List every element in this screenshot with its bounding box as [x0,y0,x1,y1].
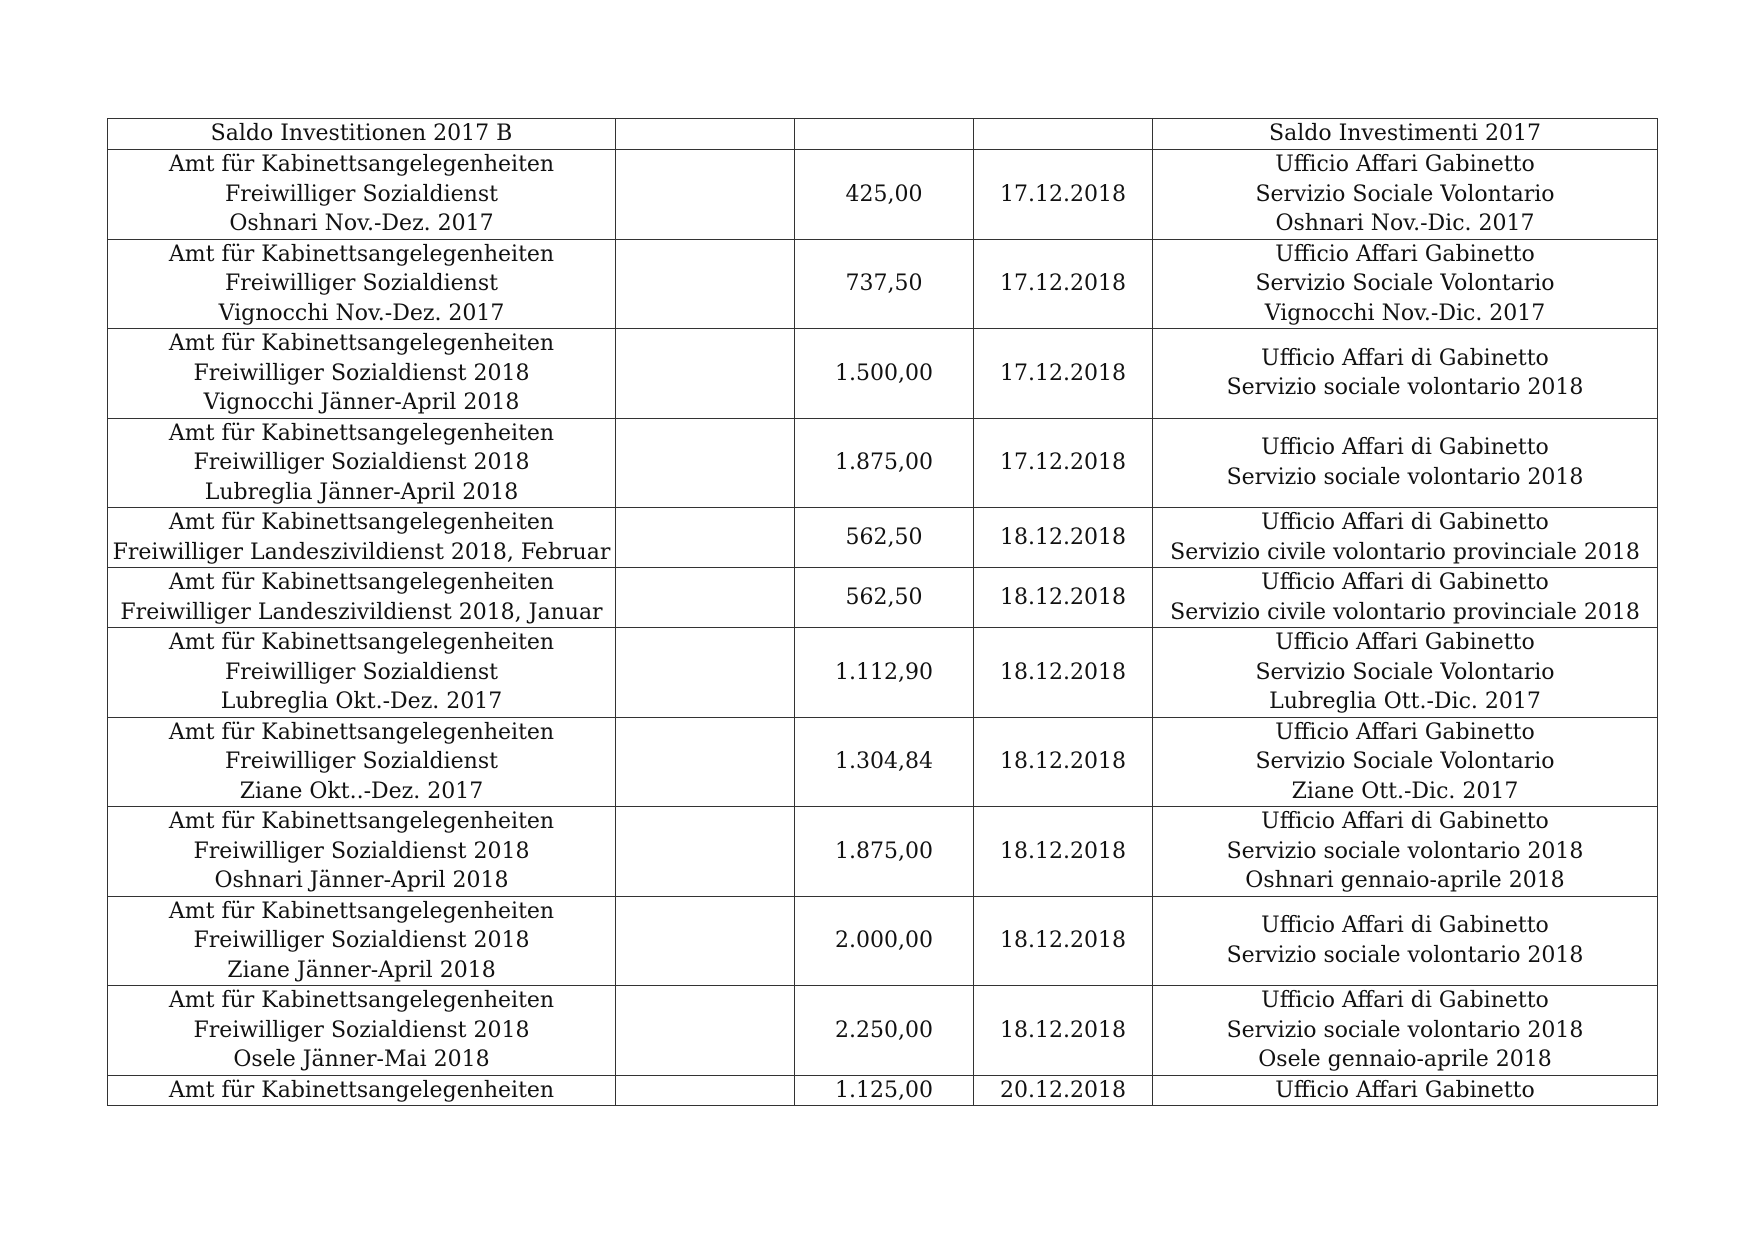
german-text-line: Amt für Kabinettsangelegenheiten [168,809,555,834]
german-description-cell [108,717,616,807]
german-description-cell [108,508,616,568]
table-row [108,896,1658,986]
date-cell: 18.12.2018 [974,807,1153,897]
amount-cell: 562,50 [795,568,974,628]
german-text-line: Freiwilliger Sozialdienst [225,271,498,296]
italian-text-line: Servizio sociale volontario 2018 [1226,1017,1584,1043]
german-text-line: Oshnari Jänner-April 2018 [214,868,509,893]
header-empty-cell [616,119,795,150]
german-description-cell [108,150,616,240]
amount-cell: 2.000,00 [795,896,974,986]
german-text-line: Ziane Jänner-April 2018 [227,957,496,983]
german-description-cell [108,418,616,508]
german-description-cell [108,986,616,1076]
table-row [108,986,1658,1076]
german-description-cell [108,329,616,419]
date-cell: 20.12.2018 [974,1075,1153,1106]
german-text-line: Vignocchi Jänner-April 2018 [203,390,520,415]
german-text-line: Ziane Okt..-Dez. 2017 [239,778,484,804]
german-text-line: Freiwilliger Sozialdienst 2018 [193,450,530,475]
german-text-line: Osele Jänner-Mai 2018 [233,1047,490,1072]
table-row [108,1075,1658,1106]
italian-description-cell [1153,986,1658,1076]
italian-description-cell [1153,896,1658,986]
italian-text-line: Servizio civile volontario provinciale 2018 [1170,539,1640,565]
german-text-line: Freiwilliger Sozialdienst [225,749,498,774]
italian-text-line: Servizio Sociale Volontario [1255,181,1555,207]
german-text-line: Lubreglia Okt.-Dez. 2017 [220,689,503,714]
date-cell: 18.12.2018 [974,896,1153,986]
italian-text-line: Servizio civile volontario provinciale 2018 [1170,599,1640,625]
german-text-line: Amt für Kabinettsangelegenheiten [168,570,555,595]
empty-cell [616,239,795,329]
german-description-cell [108,1075,616,1106]
table-row [108,239,1658,329]
german-text-line: Freiwilliger Sozialdienst 2018 [193,838,530,864]
empty-cell [616,508,795,568]
italian-description-cell [1153,1075,1658,1106]
italian-text-line: Ufficio Affari di Gabinetto [1261,913,1549,939]
german-text-line: Freiwilliger Sozialdienst 2018 [193,928,530,953]
german-text-line: Amt für Kabinettsangelegenheiten [168,241,555,267]
italian-text-line: Oshnari gennaio-aprile 2018 [1245,868,1565,893]
date-cell: 18.12.2018 [974,986,1153,1076]
date-cell: 17.12.2018 [974,329,1153,419]
german-text-line: Amt für Kabinettsangelegenheiten [168,719,555,745]
italian-text-line: Vignocchi Nov.-Dic. 2017 [1264,300,1546,326]
italian-text-line: Servizio Sociale Volontario [1255,749,1555,774]
german-description-cell [108,807,616,897]
header-empty-cell [974,119,1153,150]
empty-cell [616,628,795,718]
german-text-line: Freiwilliger Sozialdienst 2018 [193,360,530,386]
german-text-line: Amt für Kabinettsangelegenheiten [168,420,555,446]
amount-cell: 1.125,00 [795,1075,974,1106]
empty-cell [616,568,795,628]
italian-text-line: Ufficio Affari di Gabinetto [1261,345,1549,371]
german-description-cell [108,896,616,986]
investment-balance-table [107,118,1658,1106]
amount-cell: 2.250,00 [795,986,974,1076]
german-text-line: Amt für Kabinettsangelegenheiten [168,510,555,535]
table-row [108,508,1658,568]
german-description-cell [108,628,616,718]
german-text-line: Amt für Kabinettsangelegenheiten [168,331,555,356]
italian-text-line: Ufficio Affari Gabinetto [1275,152,1535,177]
date-cell: 17.12.2018 [974,418,1153,508]
italian-description-cell [1153,717,1658,807]
italian-text-line: Servizio Sociale Volontario [1255,659,1555,685]
empty-cell [616,986,795,1076]
italian-description-cell [1153,329,1658,419]
italian-description-cell [1153,239,1658,329]
header-italian-title: Saldo Investimenti 2017 [1153,119,1658,150]
table-row [108,628,1658,718]
italian-text-line: Ufficio Affari di Gabinetto [1261,570,1549,595]
table-row [108,329,1658,419]
italian-text-line: Ufficio Affari di Gabinetto [1261,988,1549,1013]
italian-description-cell [1153,628,1658,718]
amount-cell: 1.875,00 [795,807,974,897]
german-description-cell [108,568,616,628]
header-german-title: Saldo Investitionen 2017 B [108,119,616,150]
amount-cell: 1.500,00 [795,329,974,419]
italian-description-cell [1153,568,1658,628]
empty-cell [616,1075,795,1106]
amount-cell: 1.112,90 [795,628,974,718]
table-row [108,150,1658,240]
table-header-row [108,119,1658,150]
empty-cell [616,896,795,986]
italian-text-line: Servizio sociale volontario 2018 [1226,838,1584,864]
table-row [108,807,1658,897]
italian-text-line: Lubreglia Ott.-Dic. 2017 [1269,689,1541,714]
italian-text-line: Ufficio Affari Gabinetto [1275,630,1535,655]
german-text-line: Freiwilliger Landeszivildienst 2018, Februar [112,539,611,565]
italian-text-line: Servizio Sociale Volontario [1255,271,1555,296]
empty-cell [616,418,795,508]
italian-description-cell [1153,807,1658,897]
italian-text-line: Ufficio Affari di Gabinetto [1261,510,1549,535]
german-text-line: Freiwilliger Sozialdienst 2018 [193,1017,530,1043]
german-text-line: Freiwilliger Sozialdienst [225,181,498,207]
amount-cell: 562,50 [795,508,974,568]
german-text-line: Amt für Kabinettsangelegenheiten [168,152,555,177]
amount-cell: 1.875,00 [795,418,974,508]
date-cell: 18.12.2018 [974,508,1153,568]
italian-text-line: Ziane Ott.-Dic. 2017 [1291,778,1519,804]
date-cell: 18.12.2018 [974,628,1153,718]
italian-description-cell [1153,150,1658,240]
amount-cell: 425,00 [795,150,974,240]
italian-text-line: Oshnari Nov.-Dic. 2017 [1275,211,1535,236]
empty-cell [616,807,795,897]
italian-text-line: Ufficio Affari Gabinetto [1275,241,1535,267]
german-text-line: Amt für Kabinettsangelegenheiten [168,988,555,1013]
date-cell: 18.12.2018 [974,717,1153,807]
empty-cell [616,329,795,419]
date-cell: 18.12.2018 [974,568,1153,628]
german-description-cell [108,239,616,329]
german-text-line: Freiwilliger Sozialdienst [225,659,498,685]
italian-text-line: Ufficio Affari Gabinetto [1275,1077,1535,1103]
date-cell: 17.12.2018 [974,239,1153,329]
italian-text-line: Osele gennaio-aprile 2018 [1258,1047,1552,1072]
german-text-line: Vignocchi Nov.-Dez. 2017 [218,300,505,326]
italian-description-cell [1153,418,1658,508]
german-text-line: Amt für Kabinettsangelegenheiten [168,630,555,655]
italian-text-line: Ufficio Affari di Gabinetto [1261,435,1549,461]
amount-cell: 1.304,84 [795,717,974,807]
header-empty-cell [795,119,974,150]
amount-cell: 737,50 [795,239,974,329]
italian-text-line: Servizio sociale volontario 2018 [1226,942,1584,968]
empty-cell [616,717,795,807]
italian-text-line: Servizio sociale volontario 2018 [1226,375,1584,401]
german-text-line: Amt für Kabinettsangelegenheiten [168,898,555,924]
italian-text-line: Ufficio Affari di Gabinetto [1261,809,1549,834]
italian-text-line: Ufficio Affari Gabinetto [1275,719,1535,745]
italian-text-line: Servizio sociale volontario 2018 [1226,464,1584,490]
empty-cell [616,150,795,240]
german-text-line: Lubreglia Jänner-April 2018 [204,479,519,505]
table-row [108,418,1658,508]
table-row [108,568,1658,628]
german-text-line: Freiwilliger Landeszivildienst 2018, Januar [120,599,603,625]
italian-description-cell [1153,508,1658,568]
table-row [108,717,1658,807]
german-text-line: Oshnari Nov.-Dez. 2017 [229,211,494,236]
german-text-line: Amt für Kabinettsangelegenheiten [168,1077,555,1103]
date-cell: 17.12.2018 [974,150,1153,240]
